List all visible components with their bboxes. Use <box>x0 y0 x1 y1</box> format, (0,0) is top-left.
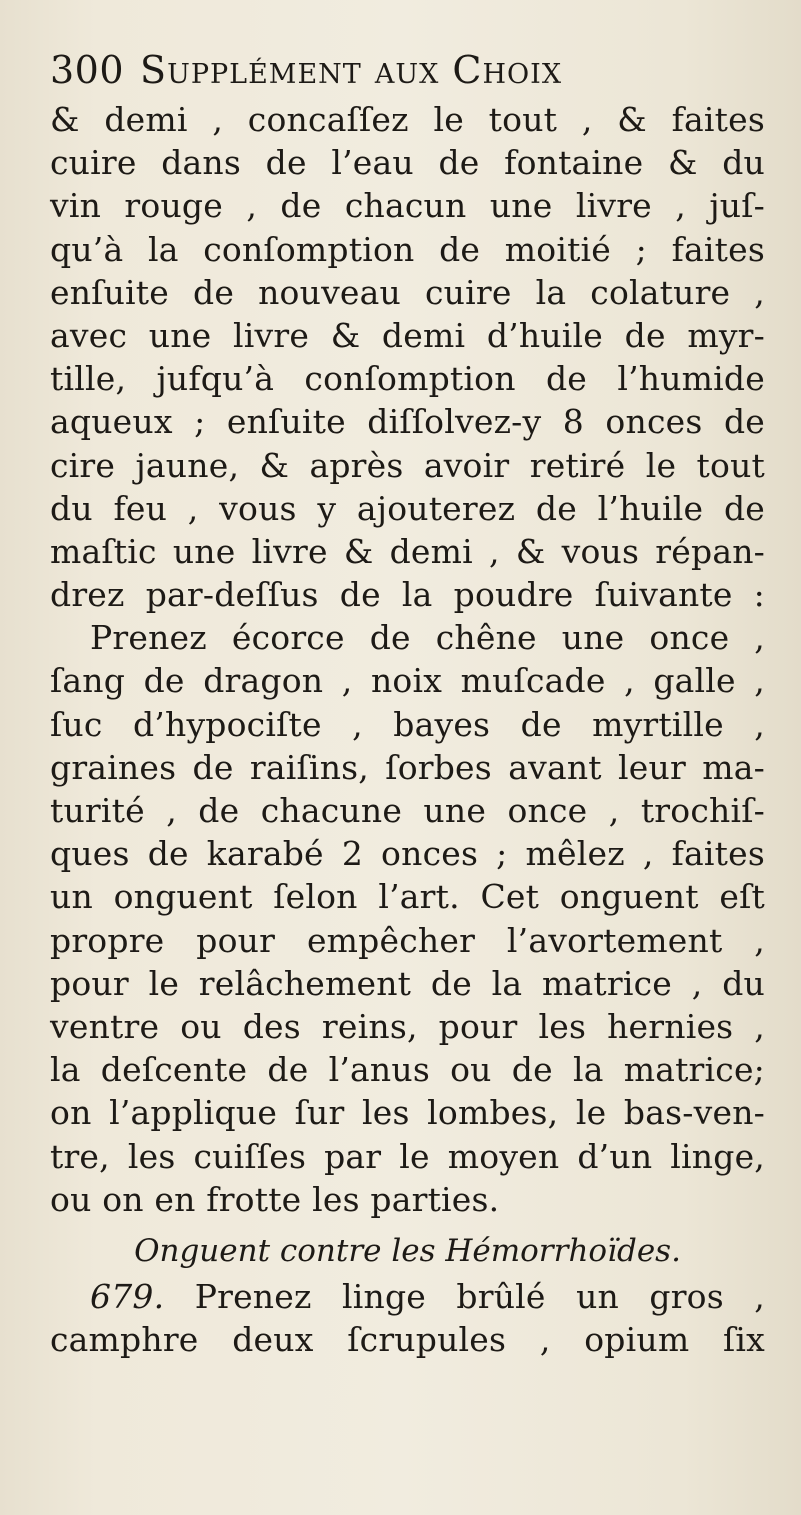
text-line: ſang de dragon , noix muſcade , galle , <box>50 661 765 701</box>
text-line: graines de raiſins, ſorbes avant leur ma- <box>50 747 765 787</box>
text-line: vin rouge , de chacun une livre , juſ- <box>50 186 765 226</box>
text-line: la deſcente de l’anus ou de la matrice; <box>50 1050 765 1090</box>
text-line: aqueux ; enſuite diſſolvez-y 8 onces de <box>50 402 765 442</box>
text-line: enſuite de nouveau cuire la colature , <box>50 272 765 312</box>
text-line: tille, jufqu’à conſomption de l’humide <box>50 359 765 399</box>
text-line: ques de karabé 2 onces ; mêlez , faites <box>50 834 765 874</box>
text-line: tre, les cuiſſes par le moyen d’un linge, <box>50 1136 765 1176</box>
text-line: un onguent ſelon l’art. Cet onguent eſt <box>50 877 765 917</box>
text-line-paragraph-end: ou on en frotte les parties. <box>50 1179 500 1219</box>
text-line: ſuc d’hypociſte , bayes de myrtille , <box>50 704 765 744</box>
section-subtitle: Onguent contre les Hémorrhoïdes. <box>134 1232 681 1269</box>
text-line: drez par-deſſus de la poudre ſuivante : <box>50 575 765 615</box>
running-header <box>50 40 770 100</box>
text-line: pour le relâchement de la matrice , du <box>50 963 765 1003</box>
text-line: turité , de chacune une once , trochiſ- <box>50 791 765 830</box>
text-line: propre pour empêcher l’avortement , <box>50 920 765 960</box>
text-line: ventre ou des reins, pour les hernies , <box>50 1006 765 1046</box>
text-line: cuire dans de l’eau de fontaine & du <box>50 143 765 183</box>
text-line: maſtic une livre & demi , & vous répan- <box>50 531 765 571</box>
body-text <box>50 98 765 1361</box>
page-number: 300 <box>50 48 125 92</box>
running-title: Supplément aux Choix <box>140 48 563 92</box>
entry-number: 679. <box>90 1276 165 1316</box>
text-line: camphre deux ſcrupules , opium ſix <box>50 1320 765 1360</box>
text-line: qu’à la conſomption de moitié ; faites <box>50 229 765 269</box>
entry-first-line <box>50 1275 765 1318</box>
text-line: on l’applique ſur les lombes, le bas-ven- <box>50 1093 765 1133</box>
text-line: avec une livre & demi d’huile de myr- <box>50 315 765 355</box>
text-line-indented: Prenez écorce de chêne une once , <box>90 618 765 658</box>
text-line: du feu , vous y ajouterez de l’huile de <box>50 488 765 528</box>
text-line: cire jaune, & après avoir retiré le tout <box>50 445 765 485</box>
text-line: & demi , concaſſez le tout , & faites <box>50 100 765 139</box>
entry-text: Prenez linge brûlé un gros , <box>194 1276 765 1316</box>
